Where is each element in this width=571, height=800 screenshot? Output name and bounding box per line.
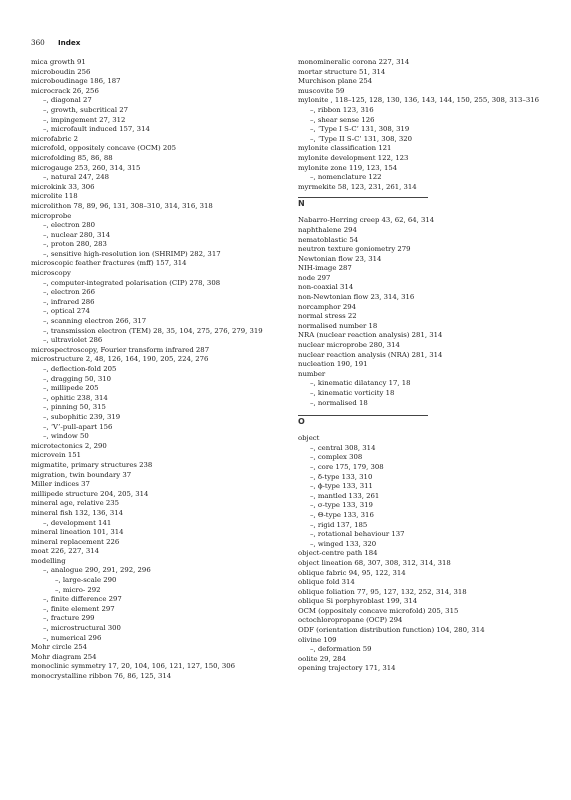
index-entry: migmatite, primary structures 238 <box>31 460 153 469</box>
index-subentry: –, shear sense 126 <box>310 115 375 124</box>
index-entry: microlithon 78, 89, 96, 131, 308–310, 314, 316, 318 <box>31 201 213 210</box>
index-entry: Mohr diagram 254 <box>31 652 97 661</box>
index-entry: microstructure 2, 48, 126, 164, 190, 205, 224, 276 <box>31 355 209 364</box>
index-subentry: –, impingement 27, 312 <box>43 115 126 124</box>
index-entry: microvein 151 <box>31 451 81 460</box>
index-entry: nuclear reaction analysis (NRA) 281, 314 <box>298 350 443 359</box>
index-subentry: –, scanning electron 266, 317 <box>43 317 147 326</box>
index-subentry: –, nuclear 280, 314 <box>43 230 111 239</box>
index-entry: moat 226, 227, 314 <box>31 547 99 556</box>
index-entry: mineral fish 132, 136, 314 <box>31 508 124 517</box>
page-header <box>31 38 80 47</box>
index-subentry: –, deflection-fold 205 <box>43 365 117 373</box>
index-subentry: –, proton 280, 283 <box>43 240 107 249</box>
index-subentry: –, development 141 <box>43 518 112 527</box>
index-subentry: –, σ-type 133, 319 <box>310 501 373 510</box>
index-subentry: –, δ-type 133, 310 <box>310 472 373 481</box>
m-entries-continued <box>298 58 539 192</box>
index-entry: mineral replacement 226 <box>31 537 120 546</box>
index-subentry: –, normalised 18 <box>310 398 368 407</box>
section-letter-o: O <box>298 417 305 427</box>
index-subentry: –, sensitive high-resolution ion (SHRIMP) 282, 317 <box>43 249 221 258</box>
index-subentry: –, mantled 133, 261 <box>310 491 380 500</box>
index-entry: oblique foliation 77, 95, 127, 132, 252, 314, 318 <box>298 587 467 596</box>
index-subentry: –, finite element 297 <box>43 604 115 613</box>
index-entry: non-coaxial 314 <box>298 283 354 292</box>
index-entry: monomineralic corona 227, 314 <box>298 58 410 66</box>
index-subentry: –, core 175, 179, 308 <box>310 462 384 471</box>
index-entry: octochloropropane (OCP) 294 <box>298 616 403 625</box>
index-entry: normalised number 18 <box>298 321 378 330</box>
index-subentry: –, nomenclature 122 <box>310 173 382 182</box>
index-entry: mica growth 91 <box>31 58 86 66</box>
index-entry: microfabric 2 <box>31 134 79 143</box>
index-entry: mylonite , 118–125, 128, 130, 136, 143, 144, 150, 255, 308, 313–316 <box>298 96 539 105</box>
left-column <box>31 58 263 682</box>
right-column <box>298 58 539 674</box>
index-subentry: –, infrared 286 <box>43 297 95 306</box>
index-subentry: –, large-scale 290 <box>55 576 117 585</box>
index-entry: mylonite classification 121 <box>298 144 392 153</box>
index-subentry: –, analogue 290, 291, 292, 296 <box>43 566 151 575</box>
index-subentry: –, Θ-type 133, 316 <box>310 510 374 519</box>
index-entry: naphthalene 294 <box>298 225 357 234</box>
index-subentry: –, electron 280 <box>43 221 96 230</box>
index-subentry: –, ‘Type II S-C’ 131, 308, 320 <box>310 134 412 143</box>
index-subentry: –, ‘Type I S-C’ 131, 308, 319 <box>310 125 410 134</box>
page-number: 360 <box>31 38 45 47</box>
index-entry: node 297 <box>298 273 331 282</box>
index-subentry: –, growth, subcritical 27 <box>43 105 129 114</box>
index-entry: oblique Si porphyroblast 199, 314 <box>298 597 418 606</box>
index-subentry: –, numerical 296 <box>43 633 102 642</box>
index-subentry: –, transmission electron (TEM) 28, 35, 104, 275, 276, 279, 319 <box>43 326 263 335</box>
index-entry: OCM (oppositely concave microfold) 205, 315 <box>298 606 459 615</box>
index-entry: myrmekite 58, 123, 231, 261, 314 <box>298 182 417 191</box>
index-entry: Newtonian flow 23, 314 <box>298 254 382 263</box>
index-subentry: –, ribbon 123, 316 <box>310 105 374 114</box>
index-entry: oblique fabric 94, 95, 122, 314 <box>298 568 406 577</box>
index-entry: object lineation 68, 307, 308, 312, 314, 318 <box>298 558 451 567</box>
index-entry: monoclinic symmetry 17, 20, 104, 106, 121, 127, 150, 306 <box>31 662 236 671</box>
index-entry: microtectonics 2, 290 <box>31 441 107 450</box>
index-entry: microprobe <box>31 211 72 220</box>
index-entry: mortar structure 51, 314 <box>298 67 386 76</box>
index-entry: Murchison plane 254 <box>298 77 373 86</box>
index-entry: microboudinage 186, 187 <box>31 77 121 86</box>
index-entry: NRA (nuclear reaction analysis) 281, 314 <box>298 331 443 340</box>
index-entry: mineral lineation 101, 314 <box>31 528 124 537</box>
index-entry: object-centre path 184 <box>298 549 378 558</box>
index-entry: Miller indices 37 <box>31 480 90 489</box>
index-subentry: –, complex 308 <box>310 453 363 462</box>
index-entry: microfold, oppositely concave (OCM) 205 <box>31 144 176 153</box>
index-subentry: –, deformation 59 <box>310 645 372 654</box>
index-entry: object <box>298 434 320 443</box>
index-entry: migration, twin boundary 37 <box>31 470 132 479</box>
index-subentry: –, rigid 137, 185 <box>310 520 368 529</box>
index-subentry: –, finite difference 297 <box>43 595 122 604</box>
index-subentry: –, ‘V’-pull-apart 156 <box>43 422 113 431</box>
index-subentry: –, central 308, 314 <box>310 443 376 452</box>
index-entry: microgauge 253, 260, 314, 315 <box>31 163 141 172</box>
index-entry: millipede structure 204, 205, 314 <box>31 489 149 498</box>
index-entry: microboudin 256 <box>31 67 91 76</box>
index-subentry: –, electron 266 <box>43 288 96 297</box>
index-entry: norcamphor 294 <box>298 302 357 311</box>
index-entry: mylonite zone 119, 123, 154 <box>298 163 398 172</box>
index-subentry: –, microstructural 300 <box>43 624 121 633</box>
index-entry: microfolding 85, 86, 88 <box>31 153 113 162</box>
index-entry: nuclear microprobe 280, 314 <box>298 341 400 350</box>
index-subentry: –, ϕ-type 133, 311 <box>310 482 373 491</box>
index-entry: oolite 29, 284 <box>298 654 347 663</box>
index-subentry: –, subophitic 239, 319 <box>43 412 121 421</box>
index-entry: neutron texture goniometry 279 <box>298 245 411 254</box>
index-subentry: –, computer-integrated polarisation (CIP) 278, 308 <box>43 278 221 287</box>
index-entry: NIH-image 287 <box>298 264 352 273</box>
index-subentry: –, winged 133, 320 <box>310 539 377 548</box>
index-entry: Mohr circle 254 <box>31 643 87 652</box>
index-subentry: –, window 50 <box>43 432 89 441</box>
index-subentry: –, microfault induced 157, 314 <box>43 125 150 134</box>
index-entry: modelling <box>31 556 66 565</box>
index-entry: microspectroscopy, Fourier transform infrared 287 <box>31 345 210 354</box>
index-entry: Nabarro-Herring creep 43, 62, 64, 314 <box>298 216 435 225</box>
index-subentry: –, diagonal 27 <box>43 96 92 105</box>
index-entry: microscopic feather fractures (mff) 157, 314 <box>31 259 187 268</box>
index-entry: non-Newtonian flow 23, 314, 316 <box>298 293 415 302</box>
index-subentry: –, dragging 50, 310 <box>43 374 112 383</box>
index-subentry: –, ophitic 238, 314 <box>43 393 108 402</box>
index-entry: microkink 33, 306 <box>31 182 95 191</box>
index-entry: ODF (orientation distribution function) 104, 280, 314 <box>298 626 485 635</box>
index-subentry: –, natural 247, 248 <box>43 173 110 182</box>
index-subentry: –, pinning 50, 315 <box>43 403 106 412</box>
index-entry: monocrystalline ribbon 76, 86, 125, 314 <box>31 672 172 680</box>
index-entry: nematoblastic 54 <box>298 235 359 244</box>
index-subentry: –, ultraviolet 286 <box>43 336 103 345</box>
o-entries <box>298 434 530 674</box>
n-entries <box>298 216 530 408</box>
section-letter-n: N <box>298 199 305 209</box>
index-subentry: –, fracture 299 <box>43 614 95 623</box>
index-entry: olivine 109 <box>298 635 337 644</box>
index-entry: microcrack 26, 256 <box>31 86 99 95</box>
page-title: Index <box>58 38 81 47</box>
index-entry: oblique fold 314 <box>298 578 355 587</box>
index-subentry: –, micro- 292 <box>55 585 101 594</box>
index-subentry: –, rotational behaviour 137 <box>310 530 405 539</box>
index-entry: number <box>298 369 326 378</box>
index-entry: normal stress 22 <box>298 312 357 321</box>
index-subentry: –, kinematic vorticity 18 <box>310 389 395 397</box>
index-subentry: –, kinematic dilatancy 17, 18 <box>310 379 411 388</box>
index-entry: opening trajectory 171, 314 <box>298 664 396 673</box>
index-entry: nucleation 190, 191 <box>298 360 368 369</box>
index-entry: mineral age, relative 235 <box>31 499 119 508</box>
index-subentry: –, optical 274 <box>43 307 90 316</box>
index-entry: microlite 118 <box>31 192 78 201</box>
index-entry: microscopy <box>31 269 71 278</box>
index-entry: muscovite 59 <box>298 86 345 95</box>
index-subentry: –, millipede 205 <box>43 384 99 393</box>
index-entry: mylonite development 122, 123 <box>298 153 409 162</box>
